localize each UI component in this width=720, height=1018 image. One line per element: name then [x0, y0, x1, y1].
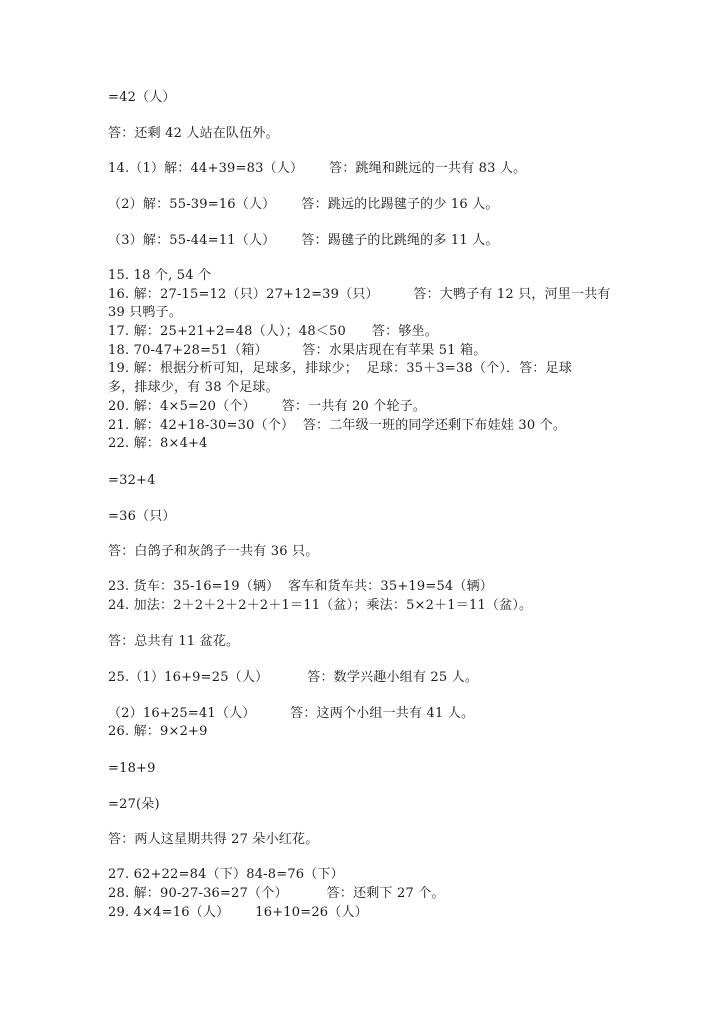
line-17: =36（只） — [108, 509, 176, 524]
line-26: =27(朵) — [108, 797, 160, 812]
line-18: 答：白鸽子和灰鸽子一共有 36 只。 — [108, 544, 319, 559]
line-29: 28. 解：90-27-36=27（个） 答：还剩下 27 个。 — [108, 886, 445, 901]
line-09: 17. 解：25+21+2=48（人）；48＜50 答：够坐。 — [108, 324, 438, 339]
line-27: 答：两人这星期共得 27 朵小红花。 — [108, 832, 319, 847]
line-08: 39 只鸭子。 — [108, 305, 183, 320]
line-25: =18+9 — [108, 761, 156, 776]
line-30: 29. 4×4=16（人） 16+10=26（人） — [108, 905, 368, 920]
line-11: 19. 解：根据分析可知，足球多，排球少； 足球：35＋3=38（个）．答：足球 — [108, 361, 573, 376]
line-07: 16. 解：27-15=12（只）27+12=39（只） 答：大鸭子有 12 只，河里一共有 — [108, 287, 611, 302]
line-22: 25.（1）16+9=25（人） 答：数学兴趣小组有 25 人。 — [108, 670, 479, 685]
line-23: （2）16+25=41（人） 答：这两个小组一共有 41 人。 — [108, 706, 475, 721]
line-05: （3）解：55-44=11（人） 答：踢毽子的比跳绳的多 11 人。 — [108, 233, 499, 248]
line-12: 多，排球少，有 38 个足球。 — [108, 380, 279, 395]
line-04: （2）解：55-39=16（人） 答：跳远的比踢毽子的少 16 人。 — [108, 197, 499, 212]
line-16: =32+4 — [108, 473, 156, 488]
line-21: 答：总共有 11 盆花。 — [108, 634, 240, 649]
line-28: 27. 62+22=84（下）84-8=76（下） — [108, 867, 344, 882]
line-19: 23. 货车：35-16=19（辆） 客车和货车共：35+19=54（辆） — [108, 579, 493, 594]
line-03: 14.（1）解：44+39=83（人） 答：跳绳和跳远的一共有 83 人。 — [108, 161, 527, 176]
line-10: 18. 70-47+28=51（箱） 答：水果店现在有苹果 51 箱。 — [108, 343, 487, 358]
line-15: 22. 解：8×4+4 — [108, 436, 208, 451]
line-02: 答：还剩 42 人站在队伍外。 — [108, 126, 279, 141]
line-24: 26. 解：9×2+9 — [108, 724, 208, 739]
line-01: =42（人） — [108, 90, 176, 105]
line-06: 15. 18 个, 54 个 — [108, 268, 212, 283]
line-20: 24. 加法：2＋2＋2＋2＋2＋1＝11（盆）；乘法：5×2＋1＝11（盆）。 — [108, 598, 533, 613]
line-13: 20. 解：4×5=20（个） 答：一共有 20 个轮子。 — [108, 399, 427, 414]
line-14: 21. 解：42+18-30=30（个） 答：二年级一班的同学还剩下布娃娃 30 个。 — [108, 418, 567, 433]
